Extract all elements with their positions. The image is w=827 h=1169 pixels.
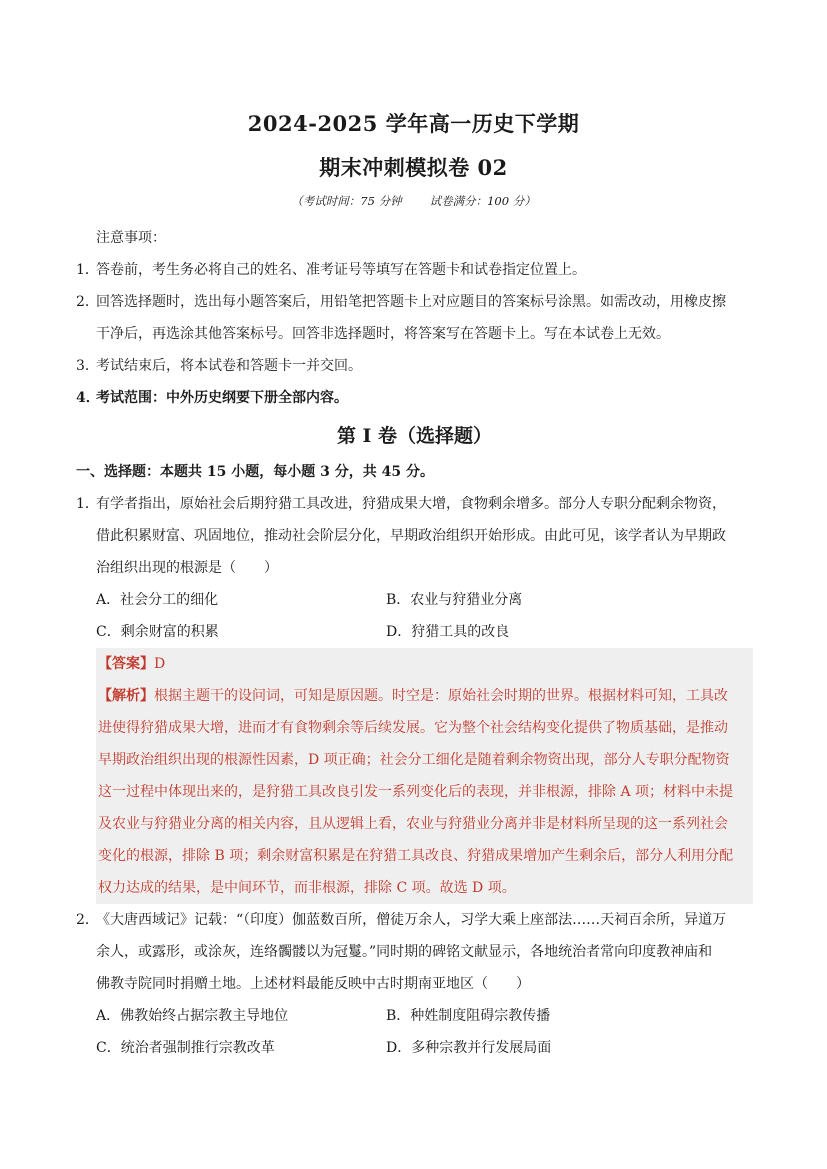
analysis-text: 权力达成的结果，是中间环节，而非根源，排除 C 项。故选 D 项。 [98,880,516,896]
full-score: 试卷满分：100 分） [429,194,536,208]
analysis-text: 进使得狩猎成果大增，进而才有食物剩余等后续发展。它为整个社会结构变化提供了物质基础，是推动 [98,720,728,736]
question-text: 佛教寺院同时捐赠土地。上述材料最能反映中古时期南亚地区（ ） [96,976,530,992]
analysis-text: 根据主题干的设问词，可知是原因题。时空是：原始社会时期的世界。根据材料可知，工具改 [154,688,728,704]
question-text: 《大唐西域记》记载：“（印度）伽蓝数百所，僧徒万余人，习学大乘上座部法……天祠百余所，异道万 [96,912,727,928]
option-b: B．农业与狩猎业分离 [386,592,523,608]
option-a: A．佛教始终占据宗教主导地位 [96,1008,289,1024]
answer-label: 【答案】 [98,656,154,672]
option-d: D．狩猎工具的改良 [386,624,510,640]
options-row [76,1032,753,1064]
notice-item [76,382,753,414]
exam-title: 2024-2025 学年高一历史下学期 [247,111,580,136]
notice-text: 干净后，再选涂其他答案标号。回答非选择题时，将答案写在答题卡上。写在本试卷上无效。 [96,326,670,342]
options-row [76,1000,753,1032]
option-c: C．剩余财富的积累 [96,624,219,640]
question-text: 有学者指出，原始社会后期狩猎工具改进，狩猎成果大增，食物剩余增多。部分人专职分配剩余物资， [96,496,726,512]
notice-item [76,254,753,286]
notice-num: 3． [76,358,99,374]
options-row [76,616,753,648]
question-text: 治组织出现的根源是（ ） [96,560,278,576]
notice-item [76,350,753,382]
answer-line [98,648,751,680]
notice-text: 答卷前，考生务必将自己的姓名、准考证号等填写在答题卡和试卷指定位置上。 [96,262,586,278]
question-text: 借此积累财富、巩固地位，推动社会阶层分化，早期政治组织开始形成。由此可见，该学者认为早期政 [96,528,726,544]
answer-box [96,648,753,904]
exam-body [76,222,753,1064]
options-row [76,584,753,616]
option-b: B．种姓制度阻碍宗教传播 [386,1008,551,1024]
notice-text: 考试范围：中外历史纲要下册全部内容。 [96,390,348,406]
notice-num: 2． [76,294,99,310]
option-c: C．统治者强制推行宗教改革 [96,1040,275,1056]
analysis-label: 【解析】 [98,688,154,704]
analysis-line [98,680,751,712]
analysis-text: 变化的根源，排除 B 项；剩余财富积累是在狩猎工具改良、狩猎成果增加产生剩余后，部分人利用分配 [98,848,734,864]
section-instruction: 一、选择题：本题共 15 小题，每小题 3 分，共 45 分。 [76,464,434,480]
option-a: A．社会分工的细化 [96,592,219,608]
exam-subtitle: 期末冲刺模拟卷 02 [319,155,508,180]
answer-value: D [154,656,166,672]
notice-text: 回答选择题时，选出每小题答案后，用铅笔把答题卡上对应题目的答案标号涂黑。如需改动，用橡皮擦 [96,294,726,310]
notice-text: 考试结束后，将本试卷和答题卡一并交回。 [96,358,362,374]
option-d: D．多种宗教并行发展局面 [386,1040,552,1056]
exam-info [0,193,827,209]
notice-item [76,286,753,350]
notice-num: 4． [76,390,100,406]
question-num: 1． [76,496,99,512]
question-num: 2． [76,912,99,928]
section-title: 第 I 卷（选择题） [336,425,493,447]
notice-num: 1． [76,262,99,278]
question-2 [76,904,753,1000]
exam-time: （考试时间：75 分钟 [291,194,402,208]
analysis-text: 这一过程中体现出来的，是狩猎工具改良引发一系列变化后的表现，并非根源，排除 A 项；材料中未提 [98,784,734,800]
question-text: 余人，或露形，或涂灰，连络髑髅以为冠鬘。”同时期的碑铭文献显示，各地统治者常向印度教神庙和 [96,944,713,960]
question-1 [76,488,753,584]
analysis-text: 及农业与狩猎业分离的相关内容，且从逻辑上看，农业与狩猎业分离并非是材料所呈现的这一系列社会 [98,816,728,832]
analysis-text: 早期政治组织出现的根源性因素，D 项正确；社会分工细化是随着剩余物资出现，部分人专职分配物资 [98,752,730,768]
notice-title: 注意事项： [96,230,166,246]
